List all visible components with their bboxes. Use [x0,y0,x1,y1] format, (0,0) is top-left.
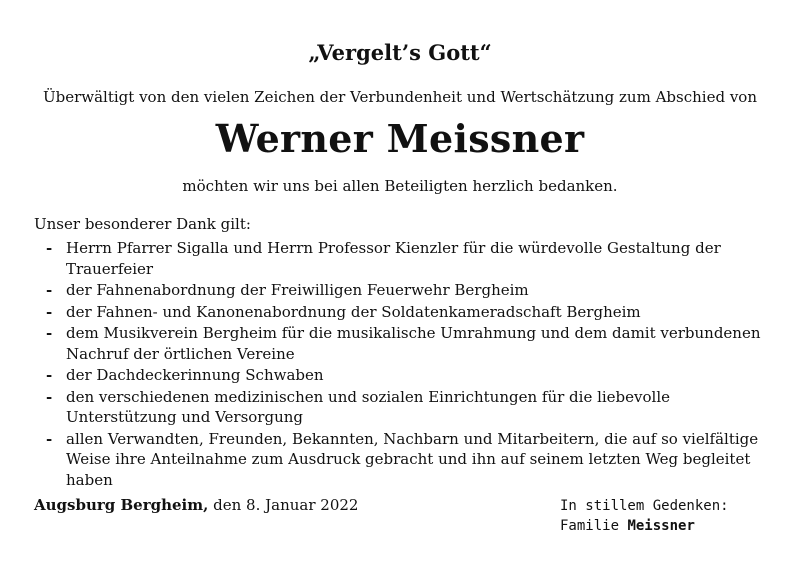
dash-icon: - [46,281,53,299]
special-thanks-intro: Unser besonderer Dank gilt: [34,215,251,233]
list-item-text: Herrn Pfarrer Sigalla und Herrn Professor Kienzler für die würdevolle Gestaltung der Trauerfeier [66,239,721,278]
list-item [34,280,774,301]
list-item [34,302,774,323]
family-prefix: Familie [560,518,620,534]
notice-heading: „Vergelt’s Gott“ [308,40,492,65]
list-item-text: der Dachdeckerinnung Schwaben [66,366,324,384]
family-line [560,516,729,536]
signature-line: In stillem Gedenken: [560,498,729,514]
list-item [34,387,774,428]
dash-icon: - [46,302,53,321]
place-date-line [34,496,358,514]
dash-icon: - [46,239,53,257]
place-name: Augsburg Bergheim, [34,496,209,514]
signature-block [560,496,729,536]
family-name: Meissner [627,518,695,534]
dash-icon: - [46,324,53,342]
list-item [34,238,774,279]
date-text: den 8. Januar 2022 [213,496,359,514]
dash-icon: - [46,387,53,406]
thanks-text: möchten wir uns bei allen Beteiligten herzlich bedanken. [182,177,618,195]
dash-icon: - [46,429,53,448]
list-item-text: dem Musikverein Bergheim für die musikalische Umrahmung und dem damit verbundenen Nachruf der örtlichen Vereine [66,324,761,363]
list-item [34,429,774,491]
dash-icon: - [46,366,53,384]
thanks-list [34,238,774,491]
list-item-text: der Fahnen- und Kanonenabordnung der Soldatenkameradschaft Bergheim [66,302,641,321]
deceased-name: Werner Meissner [215,116,585,161]
list-item [34,365,774,386]
list-item-text: der Fahnenabordnung der Freiwilligen Feuerwehr Bergheim [66,281,529,299]
list-item-text: den verschiedenen medizinischen und sozialen Einrichtungen für die liebevolle Unterstützung und Versorgung [66,387,671,426]
list-item-text: allen Verwandten, Freunden, Bekannten, Nachbarn und Mitarbeitern, die auf so vielfältige Weise ihre Anteilnahme zum Ausdruck gebracht und ihn auf seinem letzten Weg begleitet haben [66,429,759,489]
intro-text: Überwältigt von den vielen Zeichen der Verbundenheit und Wertschätzung zum Abschied von [42,88,757,106]
list-item [34,323,774,364]
